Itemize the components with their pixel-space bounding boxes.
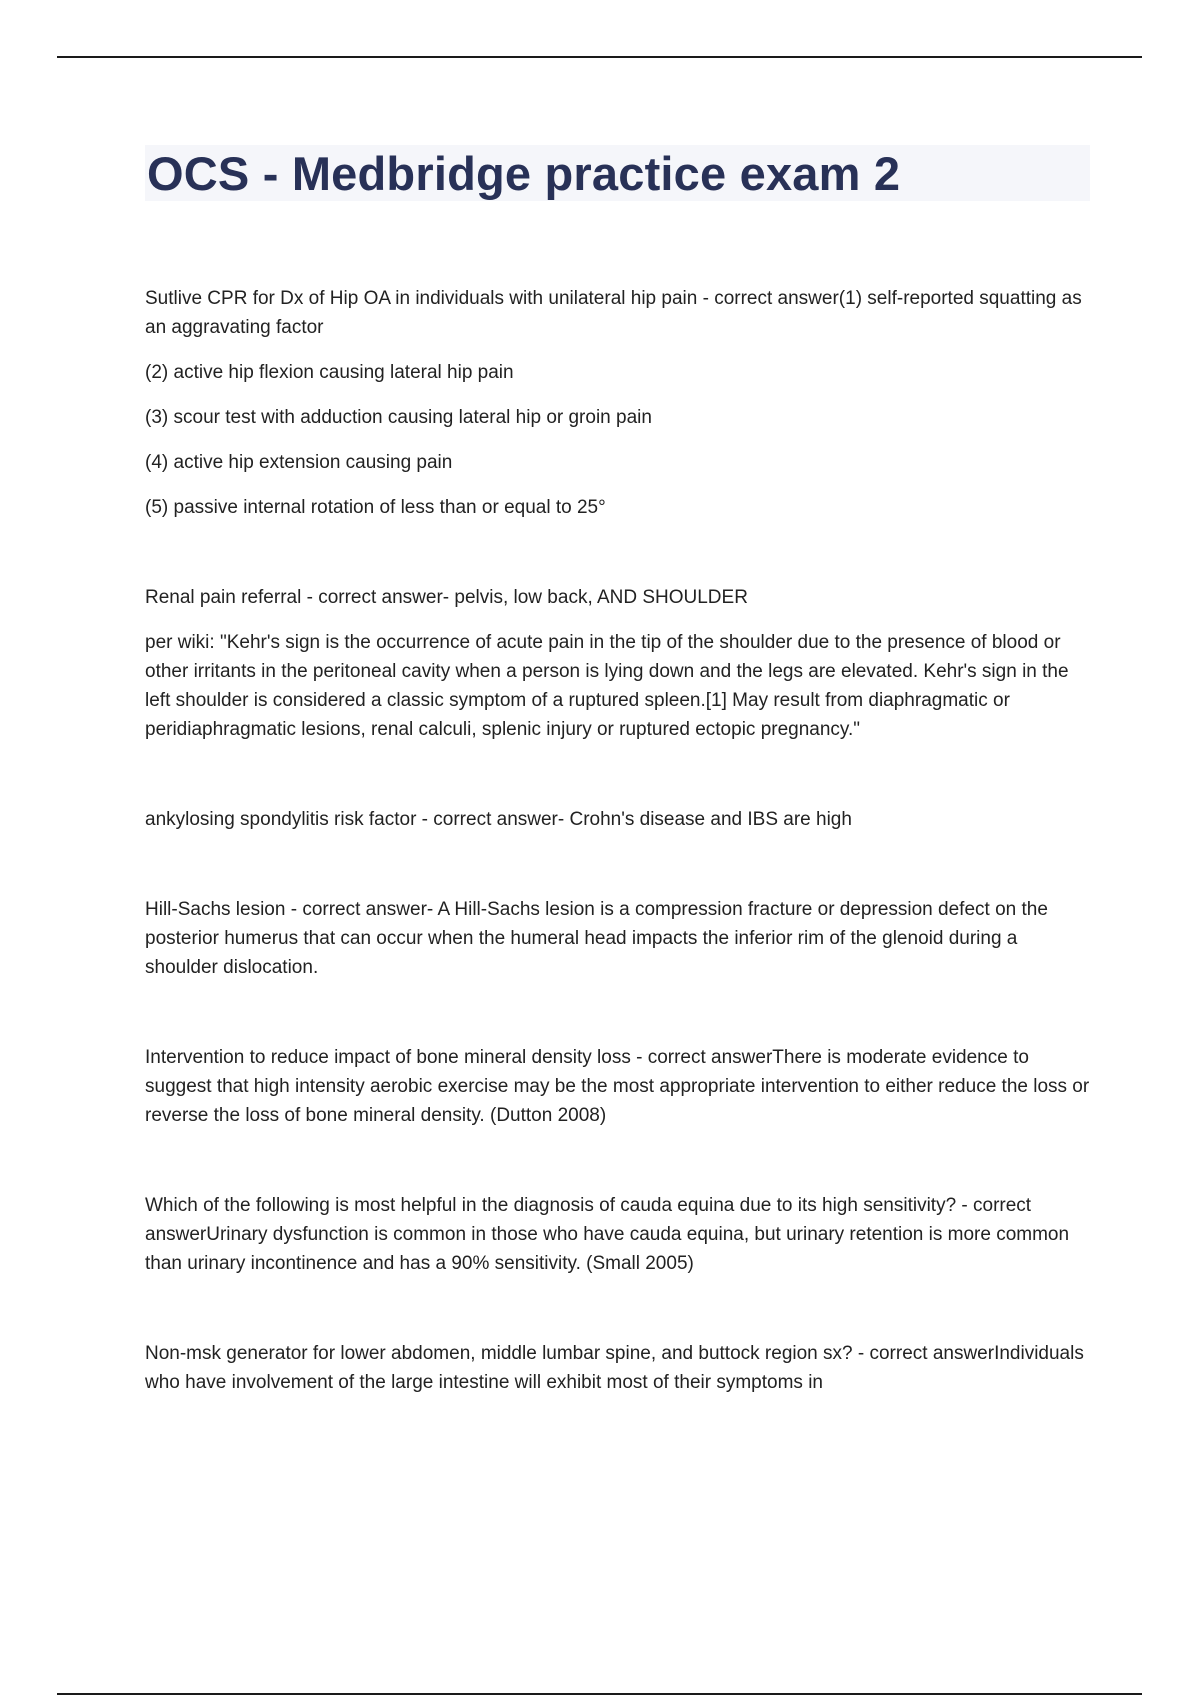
qa-text: (5) passive internal rotation of less than or equal to 25° [145,497,606,518]
qa-entry-ankylosing-spondylitis [145,805,1090,834]
qa-text: Hill-Sachs lesion - correct answer- A Hill-Sachs lesion is a compression fracture or depression defect on the posterior humerus that can occur when the humeral head impacts the inferior rim of the glenoid during a shoulder dislocation. [145,899,1048,978]
qa-entry-bone-mineral-density [145,1043,1090,1130]
qa-text: per wiki: "Kehr's sign is the occurrence of acute pain in the tip of the shoulder due to the presence of blood or other irritants in the peritoneal cavity when a person is lying down and the legs are elevated. Kehr's sign in the left shoulder is considered a classic symptom of a ruptured spleen.[1] May result from diaphragmatic or peridiaphragmatic lesions, renal calculi, splenic injury or ruptured ectopic pregnancy." [145,632,1069,740]
qa-text: Non-msk generator for lower abdomen, middle lumbar spine, and buttock region sx? - correct answerIndividuals who have involvement of the large intestine will exhibit most of their symptoms in [145,1343,1084,1393]
qa-text: (2) active hip flexion causing lateral hip pain [145,362,514,383]
qa-text: Sutlive CPR for Dx of Hip OA in individuals with unilateral hip pain - correct answer(1) self-reported squatting as an aggravating factor [145,288,1082,338]
header-rule [57,56,1142,58]
qa-list [145,284,1090,1397]
title-banner [145,145,1090,201]
footer-rule [57,1693,1142,1695]
document-page [145,145,1090,1397]
qa-text: (4) active hip extension causing pain [145,452,453,473]
qa-entry-hill-sachs [145,895,1090,982]
qa-entry-hip-oa-cpr [145,284,1090,522]
qa-text: Which of the following is most helpful in the diagnosis of cauda equina due to its high sensitivity? - correct answerUrinary dysfunction is common in those who have cauda equina, but urinary retention is more common than urinary incontinence and has a 90% sensitivity. (Small 2005) [145,1195,1070,1274]
qa-text: Renal pain referral - correct answer- pelvis, low back, AND SHOULDER [145,587,748,608]
qa-text: Intervention to reduce impact of bone mineral density loss - correct answerThere is moderate evidence to suggest that high intensity aerobic exercise may be the most appropriate intervention to either reduce the loss or reverse the loss of bone mineral density. (Dutton 2008) [145,1047,1090,1126]
qa-entry-cauda-equina [145,1191,1090,1278]
qa-text: (3) scour test with adduction causing lateral hip or groin pain [145,407,652,428]
qa-text: ankylosing spondylitis risk factor - correct answer- Crohn's disease and IBS are high [145,809,852,830]
document-title: OCS - Medbridge practice exam 2 [147,146,901,200]
qa-entry-non-msk-generator [145,1339,1090,1397]
qa-entry-renal-pain-referral [145,583,1090,744]
